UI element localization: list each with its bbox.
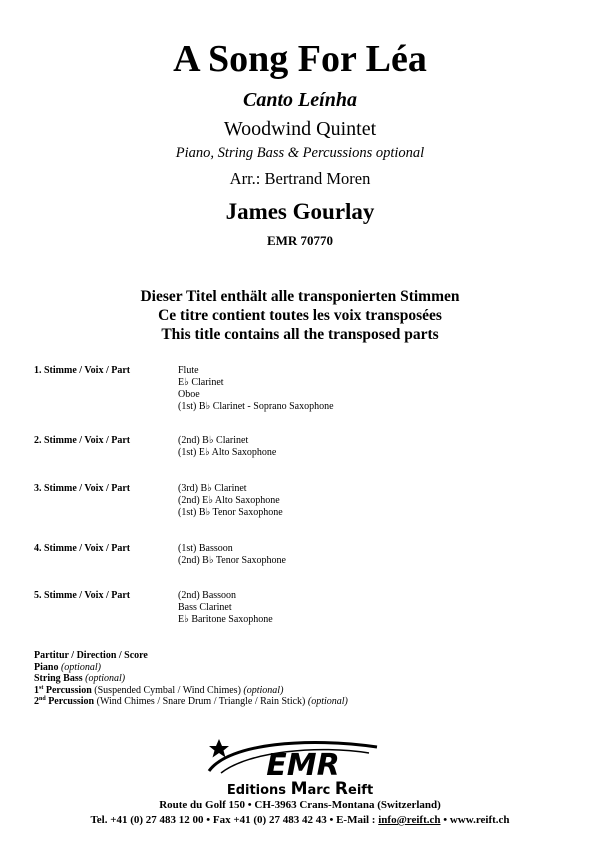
part-3-label: 3. Stimme / Voix / Part: [34, 483, 131, 494]
string-bass-optional-note: (optional): [85, 673, 126, 684]
subtitle: Canto Leínha: [243, 89, 357, 111]
percussion-1-optional-note: (optional): [243, 684, 284, 696]
publisher-name-part3: eift: [348, 783, 374, 797]
percussion-2-number: 2: [34, 696, 39, 707]
optional-instruments: Piano, String Bass & Percussions optional: [175, 145, 425, 161]
percussion-1-number: 1: [34, 684, 39, 696]
ensemble: Woodwind Quintet: [223, 118, 377, 140]
score-piano-line: [34, 662, 348, 674]
logo-star-icon: [209, 739, 229, 758]
percussion-1-ordinal: st: [39, 684, 44, 691]
notice-english: This title contains all the transposed parts: [161, 326, 439, 343]
instrument: (1st) E♭ Alto Saxophone: [178, 447, 277, 458]
score-section: [34, 650, 348, 708]
contact-phone-fax: Tel. +41 (0) 27 483 12 00 • Fax +41 (0) 27 483 42 43 • E-Mail :: [90, 814, 379, 826]
instrument: (1st) B♭ Clarinet - Soprano Saxophone: [178, 401, 334, 412]
email-link[interactable]: info@reift.ch: [378, 814, 441, 826]
publisher-name-part1: Editions: [226, 783, 291, 797]
instrument: (1st) B♭ Tenor Saxophone: [178, 507, 283, 518]
score-direction-label: Partitur / Direction / Score: [34, 650, 148, 661]
instrument: Flute: [178, 365, 199, 376]
publisher-logo: [199, 737, 401, 797]
instrument: (2nd) B♭ Clarinet: [178, 435, 249, 446]
publisher-address: Route du Golf 150 • CH-3963 Crans-Montana (Switzerland): [159, 799, 441, 811]
part-2-instruments: [178, 435, 276, 459]
piano-optional-note: (optional): [60, 661, 101, 673]
instrument: Bass Clarinet: [178, 602, 232, 613]
string-bass-label: String Bass: [34, 673, 83, 684]
instrument: (2nd) Bassoon: [178, 590, 237, 601]
piano-label: Piano: [34, 661, 59, 673]
percussion-2-ordinal: nd: [39, 696, 46, 702]
instrument: E♭ Baritone Saxophone: [178, 614, 273, 625]
notice-german: Dieser Titel enthält alle transponierten Stimmen: [140, 288, 460, 305]
website-text: • www.reift.ch: [440, 814, 510, 826]
percussion-2-optional-note: (optional): [307, 696, 348, 707]
publisher-contact: [0, 813, 600, 827]
instrument: (2nd) B♭ Tenor Saxophone: [178, 555, 286, 566]
instrument: (2nd) E♭ Alto Saxophone: [178, 495, 280, 506]
catalog-number: EMR 70770: [266, 233, 334, 248]
score-string-bass-line: [34, 673, 348, 685]
instrument: E♭ Clarinet: [178, 377, 224, 388]
logo-emr-text: EMR: [266, 748, 340, 783]
part-1-instruments: [178, 365, 334, 413]
title: A Song For Léa: [173, 38, 427, 80]
notice-french: Ce titre contient toutes les voix transposées: [158, 307, 442, 324]
composer: James Gourlay: [225, 199, 375, 224]
part-4-instruments: [178, 543, 286, 567]
part-5-label: 5. Stimme / Voix / Part: [34, 590, 131, 601]
publisher-name-cap1: M: [290, 779, 308, 797]
part-2-label: 2. Stimme / Voix / Part: [34, 435, 131, 446]
publisher-name-cap2: R: [334, 779, 349, 797]
instrument: (1st) Bassoon: [178, 543, 233, 554]
score-percussion-2-line: [34, 696, 348, 708]
part-1-label: 1. Stimme / Voix / Part: [34, 365, 131, 376]
instrument: (3rd) B♭ Clarinet: [178, 483, 247, 494]
part-5-instruments: [178, 590, 273, 626]
publisher-name: [227, 779, 373, 797]
publisher-name-part2: arc: [307, 783, 335, 797]
instrument: Oboe: [178, 389, 200, 400]
percussion-1-label: Percussion: [45, 684, 92, 696]
arranger: Arr.: Bertrand Moren: [229, 169, 371, 188]
part-4-label: 4. Stimme / Voix / Part: [34, 543, 131, 554]
percussion-2-label: Percussion: [48, 696, 95, 707]
part-3-instruments: [178, 483, 283, 519]
percussion-2-detail: (Wind Chimes / Snare Drum / Triangle / Rain Stick): [96, 696, 306, 707]
score-percussion-1-line: [34, 685, 348, 697]
percussion-1-detail: (Suspended Cymbal / Wind Chimes): [94, 684, 241, 696]
